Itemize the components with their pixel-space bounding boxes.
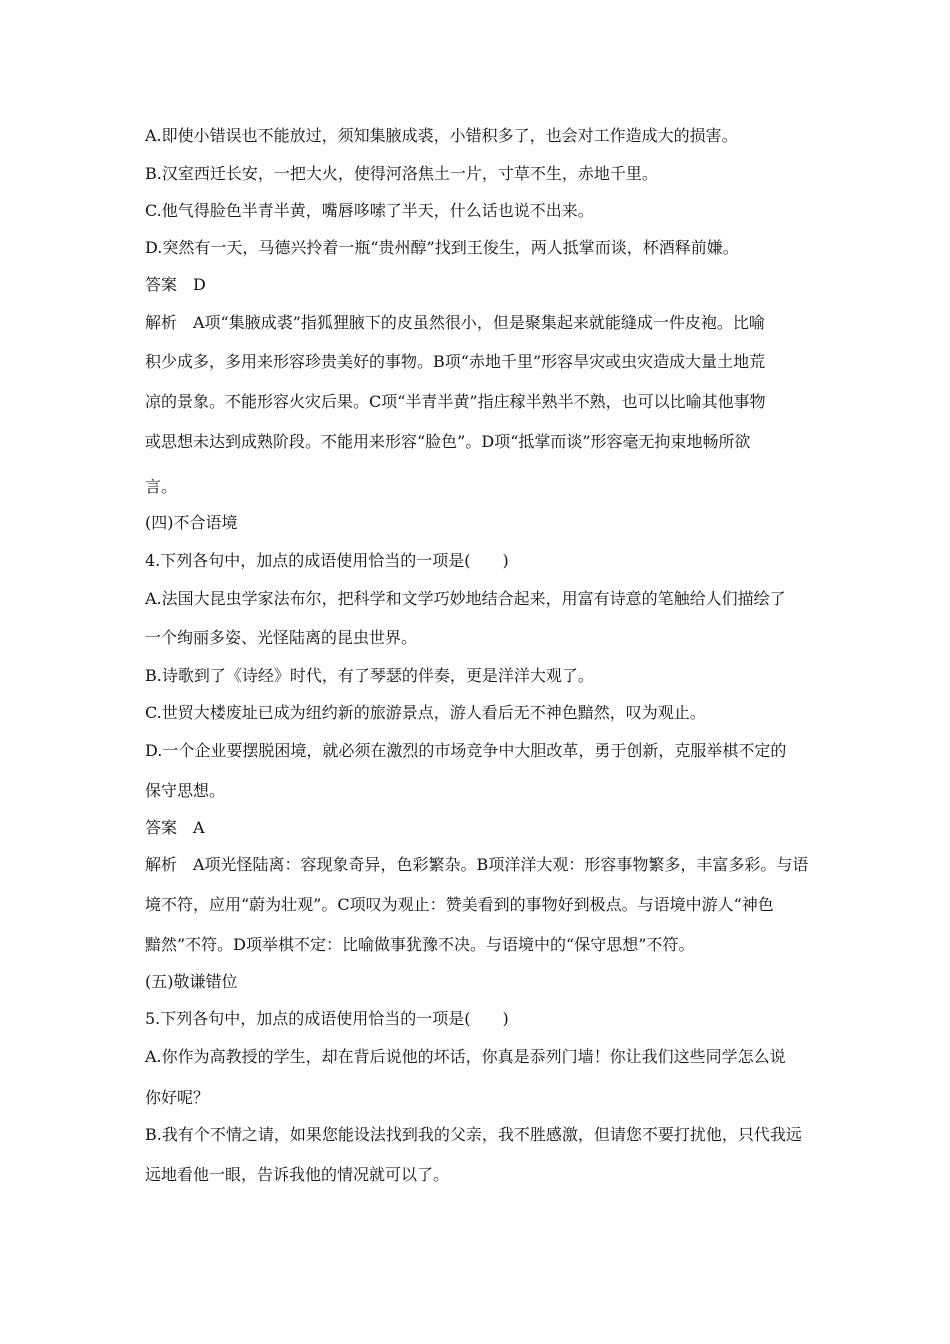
analysis-q3-line2: 积少成多，多用来形容珍贵美好的事物。B项“赤地千里”形容旱灾或虫灾造成大量土地荒 [145, 352, 766, 371]
answer-q4: 答案 A [145, 818, 205, 837]
option-a-q5-line2: 你好呢？ [145, 1088, 210, 1107]
option-b-q4: B.诗歌到了《诗经》时代，有了琴瑟的伴奏，更是洋洋大观了。 [145, 666, 594, 685]
option-a-q3: A.即使小错误也不能放过，须知集腋成裘，小错积多了，也会对工作造成大的损害。 [145, 126, 738, 145]
option-d-q4-line1: D.一个企业要摆脱困境，就必须在激烈的市场竞争中大胆改革，勇于创新，克服举棋不定的 [145, 741, 787, 760]
option-a-q4-line2: 一个绚丽多姿、光怪陆离的昆虫世界。 [145, 628, 418, 647]
option-a-q4-line1: A.法国大昆虫学家法布尔，把科学和文学巧妙地结合起来，用富有诗意的笔触给人们描绘了 [145, 589, 786, 608]
option-b-q5-line2: 远地看他一眼，告诉我他的情况就可以了。 [145, 1165, 450, 1184]
analysis-q4-line2: 境不符，应用“蔚为壮观”。C项叹为观止：赞美看到的事物好到极点。与语境中游人“神色 [145, 895, 774, 914]
section-heading-4: (四)不合语境 [145, 513, 238, 532]
option-b-q5-line1: B.我有个不情之请，如果您能设法找到我的父亲，我不胜感激，但请您不要打扰他，只代我远 [145, 1125, 802, 1144]
analysis-q4-line1: 解析 A项光怪陆离：容现象奇异，色彩繁杂。B项洋洋大观：形容事物繁多，丰富多彩。与语 [145, 855, 809, 874]
answer-q3: 答案 D [145, 275, 206, 294]
section-heading-5: (五)敬谦错位 [145, 972, 238, 991]
analysis-q4-line3: 黯然”不符。D项举棋不定：比喻做事犹豫不决。与语境中的“保守思想”不符。 [145, 935, 695, 954]
question-4-stem: 4.下列各句中，加点的成语使用恰当的一项是( ) [145, 551, 509, 570]
option-c-q4: C.世贸大楼废址已成为纽约新的旅游景点，游人看后无不神色黯然，叹为观止。 [145, 703, 706, 722]
option-c-q3: C.他气得脸色半青半黄，嘴唇哆嗦了半天，什么话也说不出来。 [145, 201, 594, 220]
analysis-q3-line3: 凉的景象。不能形容火灾后果。C项“半青半黄”指庄稼半熟半不熟，也可以比喻其他事物 [145, 392, 766, 411]
option-a-q5-line1: A.你作为高教授的学生，却在背后说他的坏话，你真是忝列门墙！你让我们这些同学怎么说 [145, 1047, 786, 1066]
option-d-q4-line2: 保守思想。 [145, 781, 226, 800]
option-d-q3: D.突然有一天，马德兴拎着一瓶“贵州醇”找到王俊生，两人抵掌而谈，杯酒释前嫌。 [145, 238, 739, 257]
option-b-q3: B.汉室西迁长安，一把大火，使得河洛焦土一片，寸草不生，赤地千里。 [145, 164, 658, 183]
analysis-q3-line1: 解析 A项“集腋成裘”指狐狸腋下的皮虽然很小，但是聚集起来就能缝成一件皮袍。比喻 [145, 313, 765, 332]
analysis-q3-line4: 或思想未达到成熟阶段。不能用来形容“脸色”。D项“抵掌而谈”形容毫无拘束地畅所欲 [145, 432, 751, 451]
question-5-stem: 5.下列各句中，加点的成语使用恰当的一项是( ) [145, 1009, 509, 1028]
analysis-q3-line5: 言。 [145, 477, 178, 496]
